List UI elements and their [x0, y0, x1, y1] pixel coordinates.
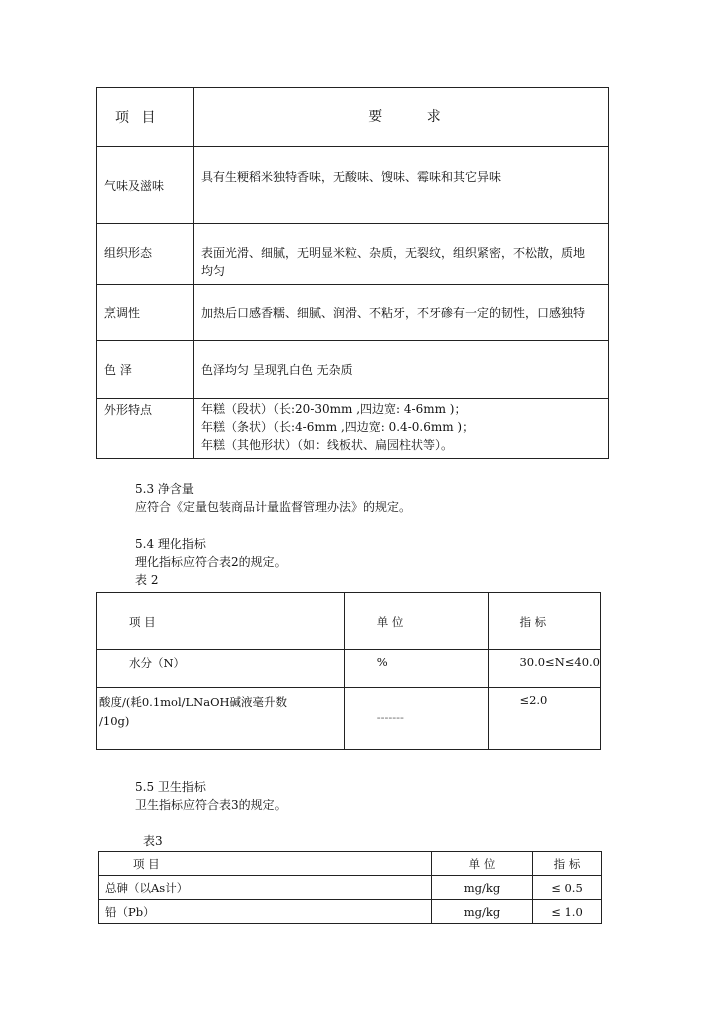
table-label: 表3	[143, 834, 163, 848]
section-text: 应符合《定量包装商品计量监督管理办法》的规定。	[135, 500, 412, 514]
section-heading: 5.4 理化指标	[135, 537, 206, 551]
row-unit: mg/kg	[432, 900, 533, 924]
requirement-line: 年糕（其他形状）（如：线板状、扁园柱状等）。	[201, 438, 454, 452]
header-unit: 单 位	[344, 593, 489, 650]
table-row	[97, 224, 609, 285]
row-item: 外形特点	[97, 399, 194, 459]
row-item	[97, 688, 345, 750]
requirement-line: 均匀	[201, 264, 226, 278]
header-unit: 单 位	[432, 852, 533, 876]
row-requirement	[194, 399, 609, 459]
header-requirement: 要 求	[194, 88, 609, 147]
table-row	[97, 688, 601, 750]
row-unit: -------	[344, 688, 489, 750]
header-item: 项 目	[99, 852, 432, 876]
row-unit: %	[344, 650, 489, 688]
hygiene-table	[98, 851, 602, 924]
requirement-line: 年糕（段状）（长:20-30mm ,四边宽: 4-6mm )；	[201, 402, 467, 416]
row-index: ≤ 1.0	[533, 900, 602, 924]
header-index: 指 标	[533, 852, 602, 876]
row-item: 色 泽	[97, 341, 194, 399]
table-header-row	[97, 593, 601, 650]
row-unit: mg/kg	[432, 876, 533, 900]
row-requirement	[194, 147, 609, 224]
table-row	[97, 147, 609, 224]
requirement-line: 具有生粳稻米独特香味，无酸味、馊味、霉味和其它异味	[201, 170, 502, 184]
table-row	[97, 285, 609, 341]
requirement-line: 年糕（条状）（长:4-6mm ,四边宽: 0.4-0.6mm )；	[201, 420, 475, 434]
row-item: 气味及滋味	[97, 147, 194, 224]
section-heading: 5.5 卫生指标	[135, 780, 206, 794]
table-header-row	[97, 88, 609, 147]
table-row	[99, 876, 602, 900]
row-requirement	[194, 341, 609, 399]
requirement-line: 色泽均匀 呈现乳白色 无杂质	[201, 362, 353, 377]
row-index: 30.0≤N≤40.0	[489, 650, 601, 688]
item-line: 酸度/(耗0.1mol/LNaOH碱液毫升数	[99, 695, 288, 709]
row-item: 组织形态	[97, 224, 194, 285]
table-row	[99, 900, 602, 924]
section-text: 理化指标应符合表2的规定。	[135, 555, 287, 569]
table-row	[97, 341, 609, 399]
row-index: ≤2.0	[489, 688, 601, 750]
table-row	[97, 399, 609, 459]
row-index: ≤ 0.5	[533, 876, 602, 900]
row-item: 总砷（以As计）	[99, 876, 432, 900]
table-header-row	[99, 852, 602, 876]
requirement-line: 加热后口感香糯、细腻、润滑、不粘牙，不牙碜有一定的韧性，口感独特	[201, 305, 586, 320]
header-item: 项 目	[97, 593, 345, 650]
table-row	[97, 650, 601, 688]
header-item: 项 目	[97, 88, 194, 147]
sensory-table	[96, 87, 609, 459]
section-heading: 5.3 净含量	[135, 482, 194, 496]
section-text: 卫生指标应符合表3的规定。	[135, 798, 287, 812]
row-requirement	[194, 285, 609, 341]
table-label: 表 2	[135, 573, 159, 587]
row-item: 铅（Pb）	[99, 900, 432, 924]
requirement-line: 表面光滑、细腻，无明显米粒、杂质，无裂纹，组织紧密，不松散，质地	[201, 246, 586, 260]
row-requirement	[194, 224, 609, 285]
item-line: /10g)	[99, 714, 130, 728]
row-item: 烹调性	[97, 285, 194, 341]
header-index: 指 标	[489, 593, 601, 650]
row-item: 水分（N）	[97, 650, 345, 688]
physicochemical-table	[96, 592, 601, 750]
